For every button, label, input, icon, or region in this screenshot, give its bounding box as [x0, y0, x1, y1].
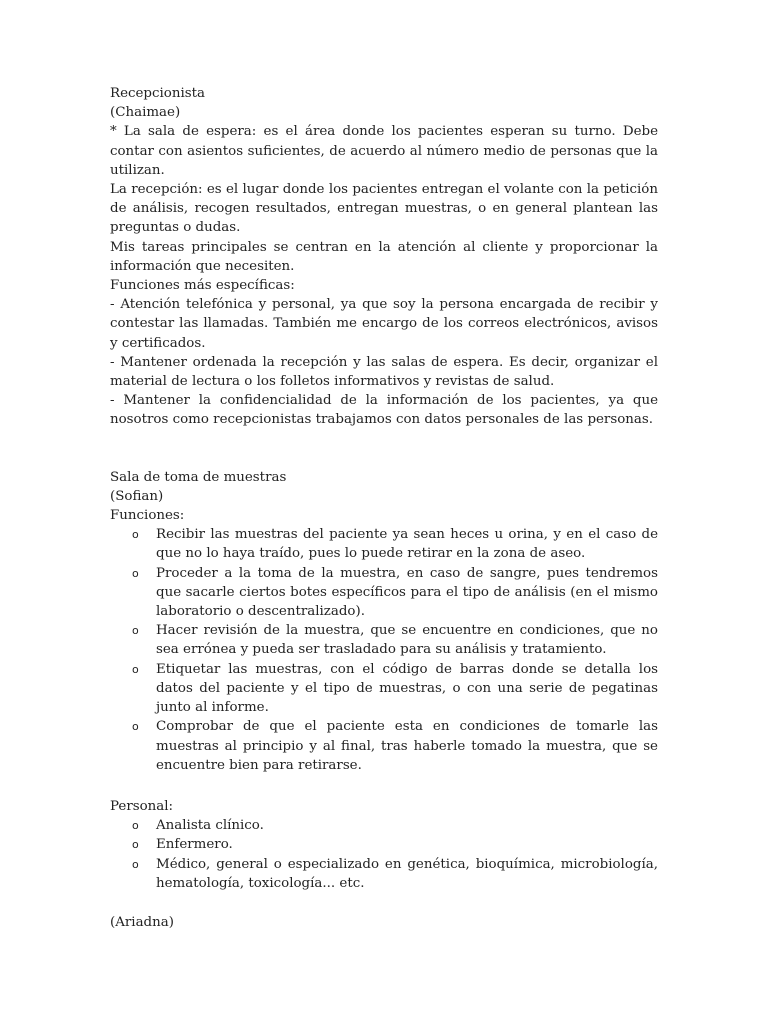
- paragraph-recepcion: La recepción: es el lugar donde los pacientes entregan el volante con la petición de análisis, recogen resultados, entregan muestras, o en general plantean las preguntas o dudas.: [110, 182, 658, 236]
- list-item-text: Analista clínico.: [156, 818, 264, 834]
- paragraph-mantener-ordenada: - Mantener ordenada la recepción y las salas de espera. Es decir, organizar el material de lectura o los folletos informativos y revistas de salud.: [110, 354, 658, 390]
- paragraph-sala-espera: * La sala de espera: es el área donde los pacientes esperan su turno. Debe contar con asientos suficientes, de acuerdo al número medio de personas que la utilizan.: [110, 124, 658, 178]
- list-item: [110, 564, 658, 622]
- bullet-marker: o: [132, 528, 139, 542]
- list-item-text: Proceder a la toma de la muestra, en caso de sangre, pues tendremos que sacarle ciertos botes específicos para el tipo de análisis (en el mismo laboratorio o descentralizado).: [156, 565, 658, 620]
- bullet-marker: o: [132, 838, 139, 852]
- list-item-text: Médico, general o especializado en genética, bioquímica, microbiología, hematología, toxicología... etc.: [156, 856, 658, 891]
- section-author-sofian: (Sofian): [110, 488, 164, 504]
- bullet-marker: o: [132, 857, 139, 871]
- paragraph-tareas: Mis tareas principales se centran en la atención al cliente y proporcionar la información que necesiten.: [110, 239, 658, 274]
- list-item: [110, 816, 658, 835]
- spacer: [110, 430, 658, 468]
- functions-label: Funciones:: [110, 508, 185, 524]
- list-item: [110, 660, 658, 718]
- bullet-marker: o: [132, 720, 139, 734]
- list-item-text: Enfermero.: [156, 837, 233, 853]
- list-item-text: Recibir las muestras del paciente ya sean heces u orina, y en el caso de que no lo haya traído, pues lo puede retirar en la zona de aseo.: [156, 527, 658, 562]
- paragraph-atencion-telefonica: - Atención telefónica y personal, ya que soy la persona encargada de recibir y contestar las llamadas. También me encargo de los correos electrónicos, avisos y certificados.: [110, 297, 658, 351]
- section-title-toma-muestras: Sala de toma de muestras: [110, 469, 287, 485]
- list-item-text: Hacer revisión de la muestra, que se encuentre en condiciones, que no sea errónea y pueda ser trasladado para su análisis y tratamiento.: [156, 623, 658, 658]
- bullet-marker: o: [132, 566, 139, 580]
- section-title-recepcionista: Recepcionista: [110, 86, 205, 101]
- paragraph-confidencialidad: - Mantener la confidencialidad de la información de los pacientes, ya que nosotros como recepcionistas trabajamos con datos personales de las personas.: [110, 393, 658, 428]
- paragraph-funciones-label: Funciones más específicas:: [110, 278, 295, 294]
- bullet-marker: o: [132, 819, 139, 833]
- section-author-chaimae: (Chaimae): [110, 105, 181, 121]
- bullet-marker: o: [132, 662, 139, 676]
- spacer: [110, 775, 658, 797]
- list-item: [110, 621, 658, 659]
- list-item: [110, 525, 658, 563]
- list-item-text: Comprobar de que el paciente esta en condiciones de tomarle las muestras al principio y al final, tras haberle tomado la muestra, que se encuentre bien para retirarse.: [156, 719, 658, 773]
- document-page: [110, 84, 658, 932]
- functions-list: [110, 525, 658, 775]
- spacer: [110, 893, 658, 913]
- personnel-label: Personal:: [110, 798, 174, 814]
- list-item: [110, 855, 658, 893]
- list-item: [110, 835, 658, 854]
- list-item: [110, 717, 658, 775]
- bullet-marker: o: [132, 624, 139, 638]
- section-author-ariadna: (Ariadna): [110, 914, 174, 930]
- list-item-text: Etiquetar las muestras, con el código de barras donde se detalla los datos del paciente y el tipo de muestras, o con una serie de pegatinas junto al informe.: [156, 661, 658, 716]
- personnel-list: [110, 816, 658, 893]
